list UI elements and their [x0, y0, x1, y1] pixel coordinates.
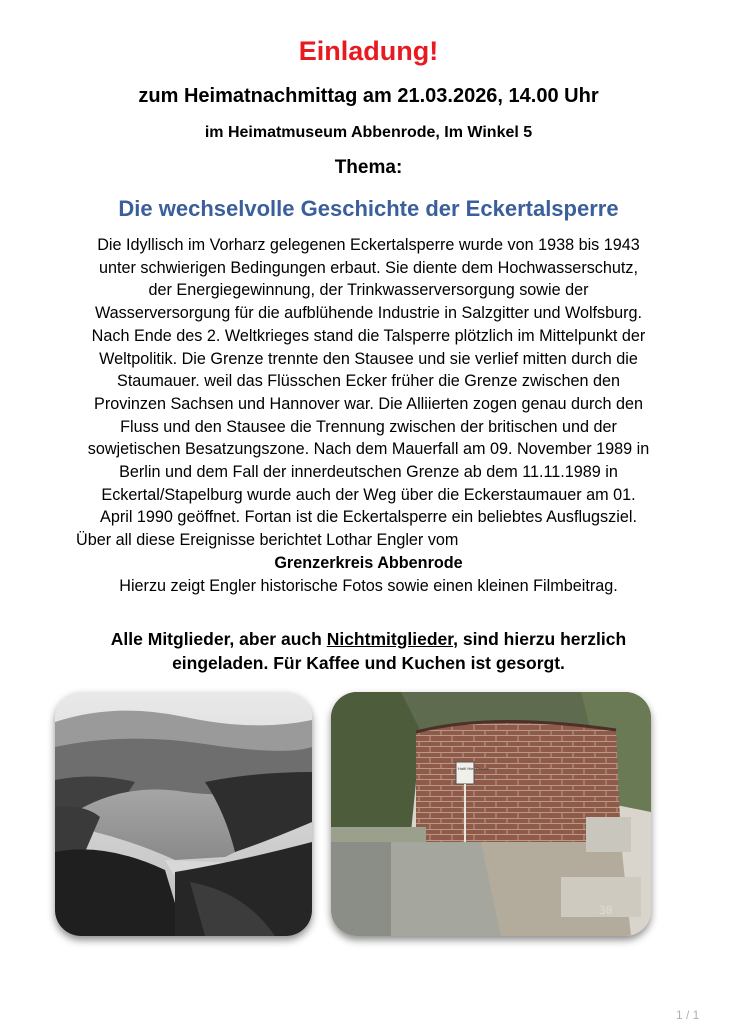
- event-date-line: zum Heimatnachmittag am 21.03.2026, 14.00 Uhr: [138, 85, 599, 107]
- description-line: Fluss und den Stausee die Trennung zwischen der britischen und der: [120, 417, 617, 436]
- description-line: Nach Ende des 2. Weltkrieges stand die Talsperre plötzlich im Mittelpunkt der: [91, 326, 646, 345]
- description-line: April 1990 geöffnet. Fortan ist die Eckertalsperre ein beliebtes Ausflugsziel.: [100, 508, 637, 527]
- invitation-line-2: eingeladen. Für Kaffee und Kuchen ist gesorgt.: [172, 653, 565, 673]
- event-place-line: im Heimatmuseum Abbenrode, Im Winkel 5: [204, 124, 533, 141]
- description-line: Berlin und dem Fall der innerdeutschen Grenze ab dem 11.11.1989 in: [119, 463, 618, 482]
- description-line: Die Idyllisch im Vorharz gelegenen Eckertalsperre wurde von 1938 bis 1943: [97, 236, 640, 254]
- invitation-text: , sind hierzu herzlich: [453, 629, 627, 649]
- theme-label: Thema:: [334, 157, 403, 178]
- film-frame-number: 30: [599, 904, 613, 917]
- description-text: [28, 234, 709, 597]
- description-line: Provinzen Sachsen und Hannover war. Die Alliierten zogen genau durch den: [94, 394, 643, 413]
- description-line: Staumauer. weil das Flüsschen Ecker früher die Grenze zwischen den: [117, 372, 620, 391]
- closing-line: Hierzu zeigt Engler historische Fotos sowie einen kleinen Filmbeitrag.: [119, 576, 618, 595]
- talk-subject: Die wechselvolle Geschichte der Eckertalsperre: [118, 196, 619, 221]
- invitation-title: Einladung!: [298, 36, 439, 66]
- border-wall-image: [331, 692, 651, 936]
- invitation-note: [0, 627, 737, 675]
- description-line: unter schwierigen Bedingungen erbaut. Sie diente dem Hochwasserschutz,: [98, 258, 638, 277]
- description-line: Wasserversorgung für die aufblühende Industrie in Salzgitter und Wolfsburg.: [94, 304, 643, 323]
- speaker-group: Grenzerkreis Abbenrode: [274, 553, 463, 572]
- border-wall-photo: [331, 692, 651, 936]
- border-sign-text: Halt! Hier Grenze: [458, 766, 489, 771]
- description-line: Eckertal/Stapelburg wurde auch der Weg über die Eckerstaumauer am 01.: [101, 485, 636, 504]
- description-line: Weltpolitik. Die Grenze trennte den Stausee und sie verlief mitten durch die: [99, 349, 638, 368]
- non-members-underlined: Nichtmitglieder: [326, 629, 454, 649]
- dam-aerial-photo: [55, 692, 312, 936]
- dam-aerial-image: [55, 692, 312, 936]
- description-line: der Energiegewinnung, der Trinkwasserversorgung sowie der: [148, 281, 589, 300]
- invitation-line-1: [0, 627, 737, 651]
- description-line: Über all diese Ereignisse berichtet Lothar Engler vom: [76, 531, 459, 550]
- page-number: 1 / 1: [676, 1008, 700, 1022]
- invitation-text: Alle Mitglieder, aber auch: [110, 629, 327, 649]
- description-line: sowjetischen Besatzungszone. Nach dem Mauerfall am 09. November 1989 in: [87, 440, 650, 459]
